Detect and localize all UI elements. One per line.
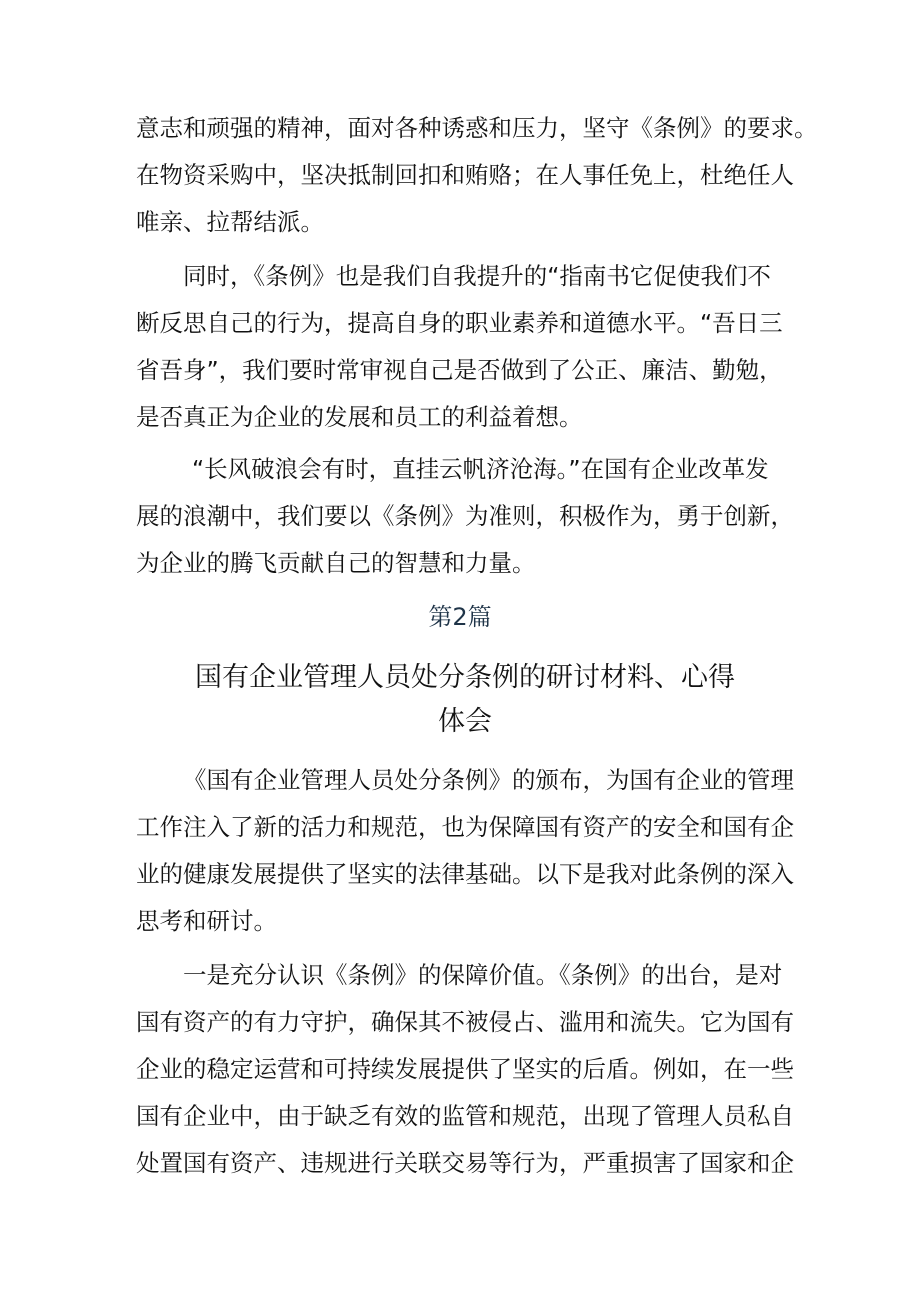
text-line: 省吾身”，我们要时常审视自己是否做到了公正、廉洁、勤勉，	[136, 356, 783, 384]
text-line: 企业的稳定运营和可持续发展提供了坚实的后盾。例如，在一些	[136, 1055, 794, 1083]
text-line: 意志和顽强的精神，面对各种诱惑和压力，坚守《条例》的要求。	[136, 114, 818, 142]
text-line: “长风破浪会有时，直挂云帆济沧海。”在国有企业改革发	[192, 455, 769, 483]
text-line: 断反思自己的行为，提高自身的职业素养和道德水平。“吾日三	[136, 309, 783, 337]
text-line: 在物资采购中，坚决抵制回扣和贿赂；在人事任免上，杜绝任人	[136, 161, 794, 189]
text-line: 展的浪潮中，我们要以《条例》为准则，积极作为，勇于创新，	[136, 502, 794, 530]
paragraph-point-one	[136, 952, 796, 1187]
section-title	[0, 656, 920, 744]
text-line: 唯亲、拉帮结派。	[136, 208, 324, 236]
text-line: 同时，《条例》也是我们自我提升的“指南书它促使我们不	[183, 262, 771, 290]
text-line: 一是充分认识《条例》的保障价值。《条例》的出台，是对	[183, 961, 783, 989]
text-line: 是否真正为企业的发展和员工的利益着想。	[136, 403, 583, 431]
text-line: 业的健康发展提供了坚实的法律基础。以下是我对此条例的深入	[136, 860, 794, 888]
paragraph-guide	[136, 253, 796, 441]
section-title-line: 体会	[438, 706, 492, 737]
text-line: 为企业的腾飞贡献自己的智慧和力量。	[136, 549, 536, 577]
paragraph-continuation	[136, 105, 818, 246]
text-line: 国有资产的有力守护，确保其不被侵占、滥用和流失。它为国有	[136, 1008, 794, 1036]
text-line: 国有企业中，由于缺乏有效的监管和规范，出现了管理人员私自	[136, 1102, 794, 1130]
text-line: 工作注入了新的活力和规范，也为保障国有资产的安全和国有企	[136, 813, 794, 841]
text-line: 思考和研讨。	[136, 907, 277, 935]
section-title-line: 国有企业管理人员处分条例的研讨材料、心得	[195, 662, 735, 693]
section-number: 第2篇	[428, 603, 492, 631]
text-line: 处置国有资产、违规进行关联交易等行为，严重损害了国家和企	[136, 1149, 794, 1177]
paragraph-poem	[136, 446, 796, 587]
paragraph-intro	[136, 757, 796, 945]
text-line: 《国有企业管理人员处分条例》的颁布，为国有企业的管理	[183, 766, 794, 794]
